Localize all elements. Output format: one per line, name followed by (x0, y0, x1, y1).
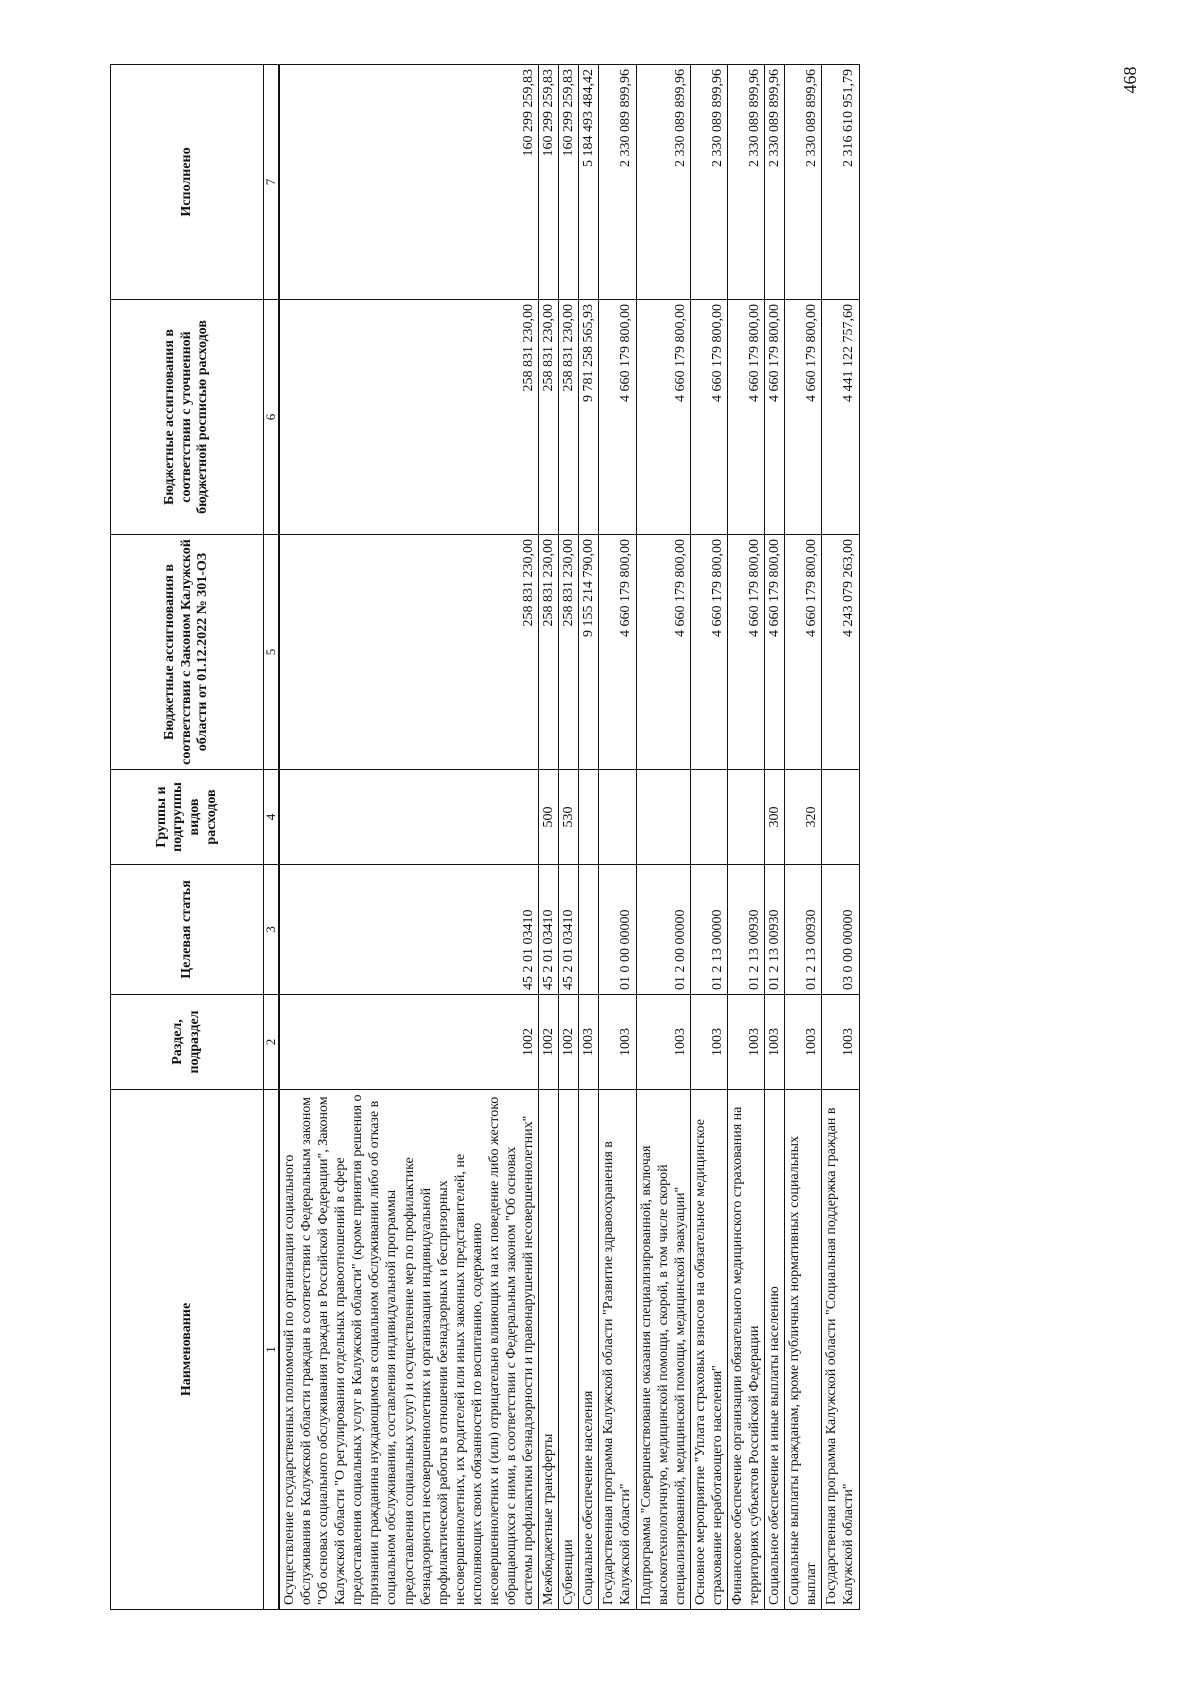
row-executed-amount-cell: 160 299 259,83 (559, 65, 579, 300)
row-article-cell: 01 2 13 00930 (765, 865, 785, 995)
row-refined-amount-cell: 4 660 179 800,00 (785, 300, 822, 535)
column-number: 3 (264, 865, 280, 995)
row-executed-amount-cell: 2 330 089 899,96 (765, 65, 785, 300)
row-executed-amount-cell: 2 330 089 899,96 (785, 65, 822, 300)
row-law-amount-cell: 4 660 179 800,00 (599, 535, 636, 770)
row-refined-amount-cell: 4 441 122 757,60 (822, 300, 859, 535)
page-number: 468 (1120, 66, 1140, 94)
row-group-cell (279, 770, 539, 865)
row-group-cell (636, 770, 690, 865)
row-executed-amount-cell: 2 330 089 899,96 (727, 65, 764, 300)
row-law-amount-cell: 4 243 079 263,00 (822, 535, 859, 770)
header-refined: Бюджетные ассигнования в соответствии с уточненной бюджетной росписью расходов (111, 300, 264, 535)
row-article-cell: 01 2 00 00000 (636, 865, 690, 995)
row-name-cell: Государственная программа Калужской области "Социальная поддержка граждан в Калужской области" (822, 1090, 859, 1610)
row-section-cell: 1003 (785, 995, 822, 1090)
row-executed-amount-cell: 160 299 259,83 (279, 65, 539, 300)
row-name-cell: Основное мероприятие "Уплата страховых взносов на обязательное медицинское страхование неработающего населения" (690, 1090, 727, 1610)
row-executed-amount-cell: 2 330 089 899,96 (599, 65, 636, 300)
row-refined-amount-cell: 4 660 179 800,00 (599, 300, 636, 535)
table-row (579, 65, 599, 1610)
row-law-amount-cell: 4 660 179 800,00 (636, 535, 690, 770)
row-name-cell: Социальные выплаты гражданам, кроме публичных нормативных социальных выплат (785, 1090, 822, 1610)
row-section-cell: 1003 (822, 995, 859, 1090)
row-name-cell: Социальное обеспечение населения (579, 1090, 599, 1610)
column-number: 5 (264, 535, 280, 770)
header-groups: Группы и подгруппы видов расходов (111, 770, 264, 865)
header-section: Раздел, подраздел (111, 995, 264, 1090)
row-group-cell: 320 (785, 770, 822, 865)
row-group-cell: 530 (559, 770, 579, 865)
rotated-table-container (110, 65, 1055, 1610)
row-refined-amount-cell: 4 660 179 800,00 (690, 300, 727, 535)
row-article-cell: 01 2 13 00000 (690, 865, 727, 995)
header-name: Наименование (111, 1090, 264, 1610)
table-row (822, 65, 859, 1610)
table-row (636, 65, 690, 1610)
row-refined-amount-cell: 9 781 258 565,93 (579, 300, 599, 535)
row-group-cell (822, 770, 859, 865)
row-law-amount-cell: 258 831 230,00 (559, 535, 579, 770)
row-section-cell: 1003 (765, 995, 785, 1090)
row-article-cell: 03 0 00 00000 (822, 865, 859, 995)
header-row (111, 65, 264, 1610)
row-article-cell: 01 2 13 00930 (727, 865, 764, 995)
header-law: Бюджетные ассигнования в соответствии с Законом Калужской области от 01.12.2022 № 301-ОЗ (111, 535, 264, 770)
row-law-amount-cell: 258 831 230,00 (539, 535, 559, 770)
row-refined-amount-cell: 258 831 230,00 (539, 300, 559, 535)
row-name-cell: Финансовое обеспечение организации обязательного медицинского страхования на территориях субъектов Российской Федерации (727, 1090, 764, 1610)
row-article-cell: 45 2 01 03410 (559, 865, 579, 995)
row-name-cell: Социальное обеспечение и иные выплаты населению (765, 1090, 785, 1610)
row-executed-amount-cell: 2 316 610 951,79 (822, 65, 859, 300)
row-section-cell: 1003 (579, 995, 599, 1090)
row-law-amount-cell: 4 660 179 800,00 (727, 535, 764, 770)
row-article-cell: 45 2 01 03410 (539, 865, 559, 995)
row-group-cell (579, 770, 599, 865)
table-row (690, 65, 727, 1610)
row-article-cell: 01 2 13 00930 (785, 865, 822, 995)
row-executed-amount-cell: 2 330 089 899,96 (636, 65, 690, 300)
row-section-cell: 1002 (559, 995, 579, 1090)
table-row (765, 65, 785, 1610)
table-row (539, 65, 559, 1610)
row-name-cell: Подпрограмма "Совершенствование оказания специализированной, включая высокотехнологичную, медицинской помощи, скорой, в том числе скорой специализированной, медицинской помощи, медицинской эвакуации" (636, 1090, 690, 1610)
row-group-cell (727, 770, 764, 865)
header-executed: Исполнено (111, 65, 264, 300)
row-section-cell: 1002 (539, 995, 559, 1090)
row-section-cell: 1003 (727, 995, 764, 1090)
row-law-amount-cell: 4 660 179 800,00 (785, 535, 822, 770)
row-section-cell: 1003 (636, 995, 690, 1090)
row-article-cell: 45 2 01 03410 (279, 865, 539, 995)
row-law-amount-cell: 9 155 214 790,00 (579, 535, 599, 770)
row-law-amount-cell: 4 660 179 800,00 (765, 535, 785, 770)
row-refined-amount-cell: 258 831 230,00 (559, 300, 579, 535)
row-article-cell (579, 865, 599, 995)
column-number: 6 (264, 300, 280, 535)
row-name-cell: Осуществление государственных полномочий по организации социального обслуживания в Калужской области граждан в соответствии с Федеральным законом "Об основах социального обслуживания граждан в Российской Федерации", Законом Калужской области "О регулировании отдельных правоотношений в сфере предоставления социальных услуг в Калужской области" (кроме принятия решения о признании гражданина нуждающимся в социальном обслуживании либо об отказе в социальном обслуживании, составления индивидуальной программы предоставления социальных услуг) и осуществление мер по профилактике безнадзорности несовершеннолетних и организации индивидуальной профилактической работы в отношении безнадзорных и беспризорных несовершеннолетних, их родителей или иных законных представителей, не исполняющих своих обязанностей по воспитанию, содержанию несовершеннолетних и (или) отрицательно влияющих на их поведение либо жестоко обращающихся с ними, в соответствии с Федеральным законом "Об основах системы профилактики безнадзорности и правонарушений несовершеннолетних" (279, 1090, 539, 1610)
table-row (559, 65, 579, 1610)
table-row (599, 65, 636, 1610)
table-row (279, 65, 539, 1610)
row-refined-amount-cell: 258 831 230,00 (279, 300, 539, 535)
row-article-cell: 01 0 00 00000 (599, 865, 636, 995)
row-group-cell: 500 (539, 770, 559, 865)
table-row (785, 65, 822, 1610)
column-number: 1 (264, 1090, 280, 1610)
row-refined-amount-cell: 4 660 179 800,00 (636, 300, 690, 535)
budget-table (110, 64, 860, 1610)
table-row (727, 65, 764, 1610)
column-number: 7 (264, 65, 280, 300)
column-number: 4 (264, 770, 280, 865)
row-name-cell: Субвенции (559, 1090, 579, 1610)
row-group-cell (690, 770, 727, 865)
row-section-cell: 1003 (690, 995, 727, 1090)
row-executed-amount-cell: 160 299 259,83 (539, 65, 559, 300)
row-section-cell: 1002 (279, 995, 539, 1090)
row-group-cell: 300 (765, 770, 785, 865)
row-law-amount-cell: 258 831 230,00 (279, 535, 539, 770)
row-name-cell: Межбюджетные трансферты (539, 1090, 559, 1610)
row-group-cell (599, 770, 636, 865)
column-numbers-row (264, 65, 280, 1610)
row-name-cell: Государственная программа Калужской области "Развитие здравоохранения в Калужской области" (599, 1090, 636, 1610)
row-refined-amount-cell: 4 660 179 800,00 (765, 300, 785, 535)
row-executed-amount-cell: 2 330 089 899,96 (690, 65, 727, 300)
row-executed-amount-cell: 5 184 493 484,42 (579, 65, 599, 300)
header-article: Целевая статья (111, 865, 264, 995)
row-section-cell: 1003 (599, 995, 636, 1090)
row-law-amount-cell: 4 660 179 800,00 (690, 535, 727, 770)
row-refined-amount-cell: 4 660 179 800,00 (727, 300, 764, 535)
column-number: 2 (264, 995, 280, 1090)
